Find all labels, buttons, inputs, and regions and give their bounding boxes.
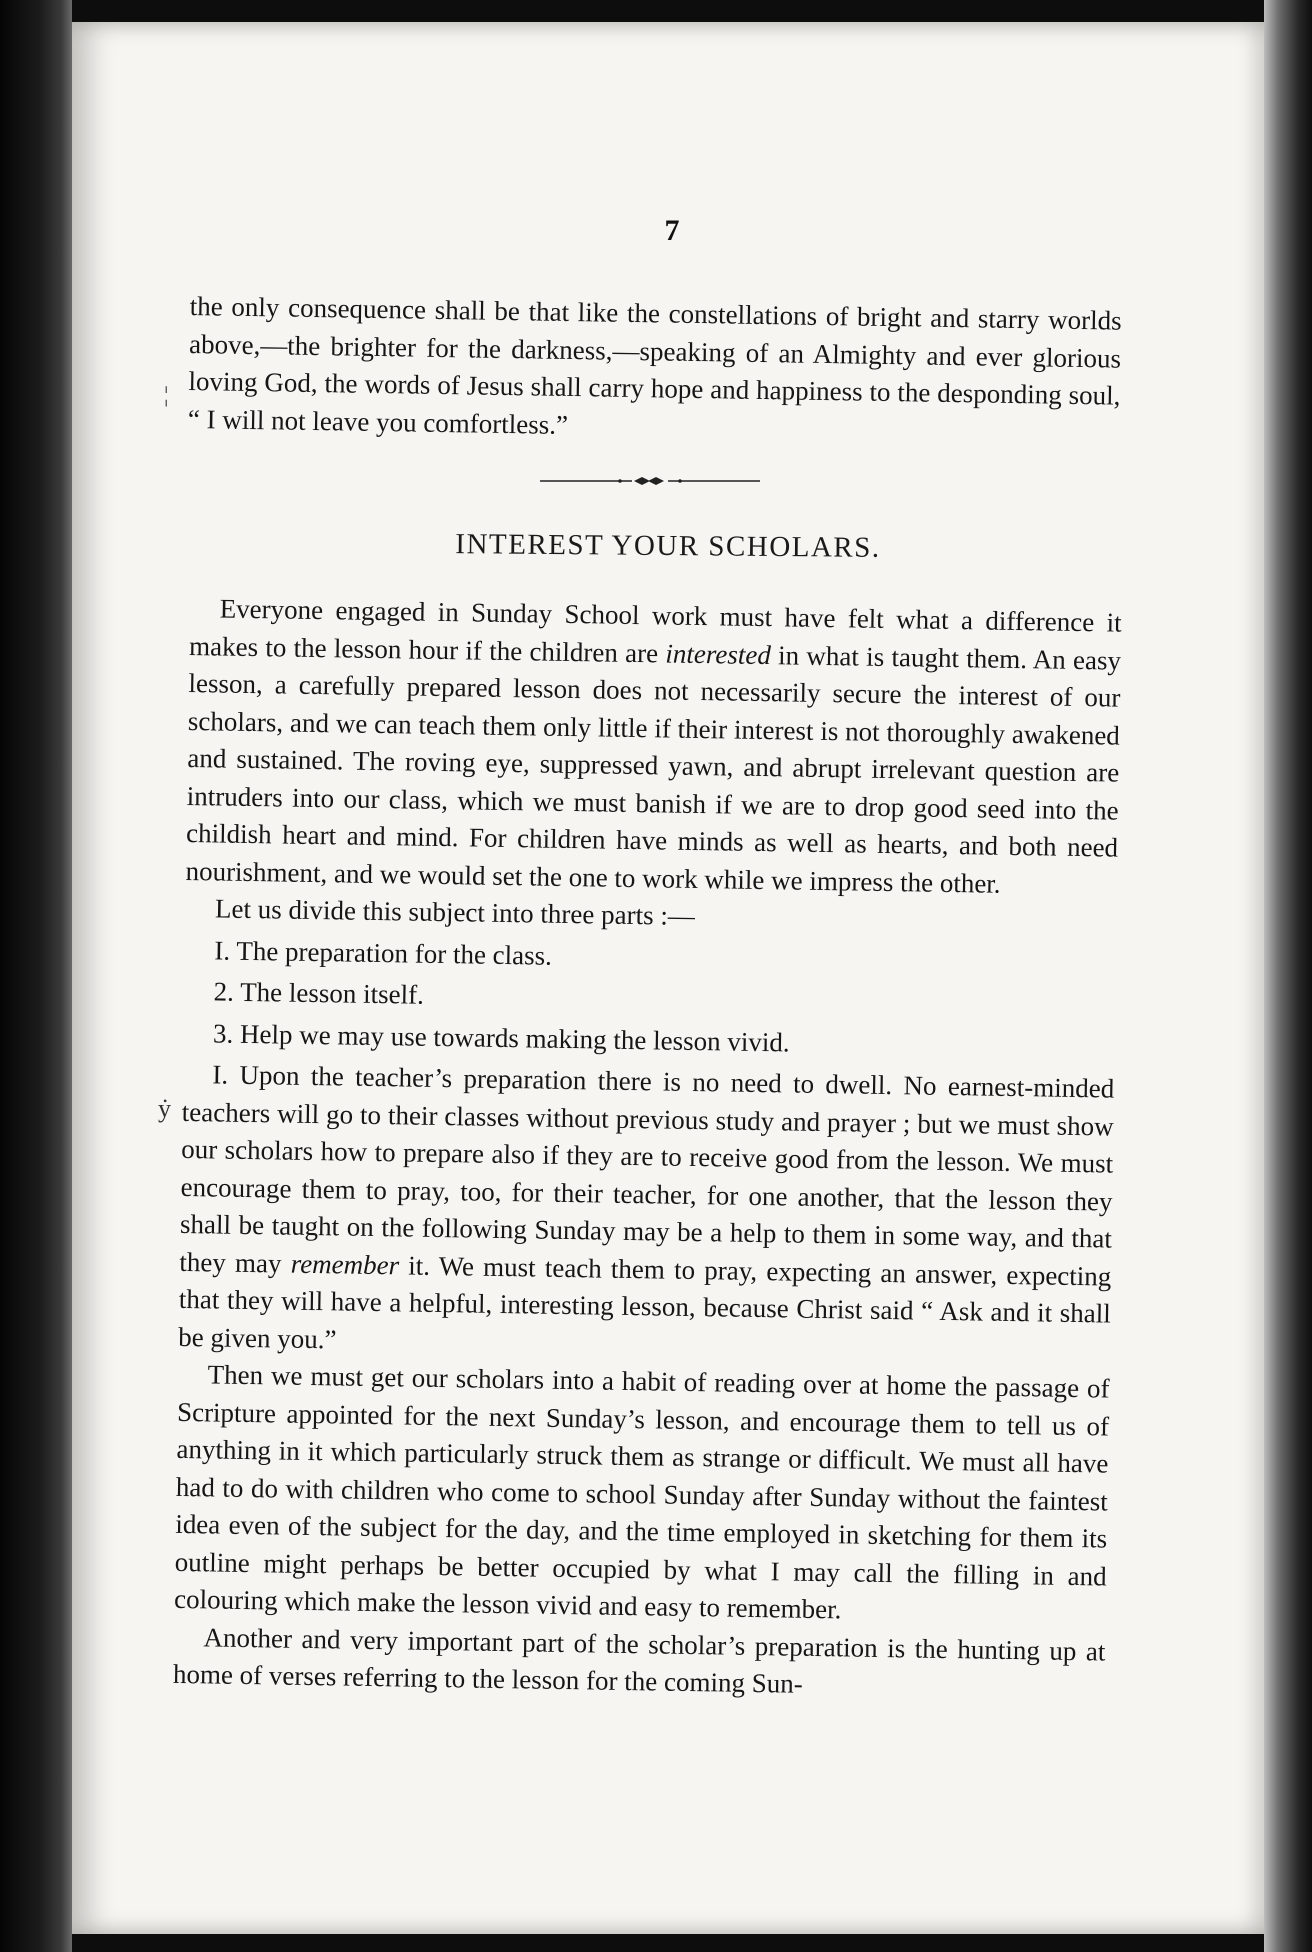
section-divider-ornament [540, 474, 760, 488]
emphasis-remember: remember [290, 1248, 400, 1280]
paragraph-preparation: I. Upon the teacher’s preparation there is no need to dwell. No earnest-minded teachers will go to their classes without previous study and prayer ; but we must show our scholars how to prepare also if they are to receive good from the lesson. We must encourage them to pray, too, for their teacher, for one another, that the lesson they shall be taught on the following Sunday may be a help to them in some way, and that they may remember it. We must teach them to pray, expecting an answer, expecting that they will have a helpful, interesting lesson, because Christ said “ Ask and it shall be given you.” [178, 1059, 1115, 1354]
paragraph-intro: Everyone engaged in Sunday School work must have felt what a difference it makes to the lesson hour if the children are interested in what is taught them. An easy lesson, a carefully prepared lesson does not necessarily secure the interest of our scholars, and we can teach them only little if their interest is not thoroughly awakened and sustained. The roving eye, suppressed yawn, and abrupt irrelevant question are intruders into our class, which we must banish if we are to drop good seed into the childish heart and mind. For children have minds as well as hearts, and both need nourishment, and we would set the one to work while we impress the other. [185, 593, 1122, 899]
book-page [72, 22, 1264, 1934]
list-item: I. The preparation for the class. [214, 934, 553, 971]
page-number: 7 [664, 214, 680, 247]
section-body [173, 590, 1122, 1708]
carryover-paragraph: the only consequence shall be that like the constellations of bright and starry worlds above,—the brighter for the darkness,—speaking of an Almighty and ever glorious loving God, the words of Jesus shall carry hope and happiness to the desponding soul, “ I will not leave you comfortless.” [187, 290, 1122, 440]
page-edge-shadow [1264, 0, 1312, 1952]
section-title: INTEREST YOUR SCHOLARS. [455, 528, 881, 564]
margin-mark: ¦ [164, 382, 169, 407]
list-item: 2. The lesson itself. [213, 976, 425, 1010]
paragraph-verses: Another and very important part of the scholar’s preparation is the hunting up at home of verses referring to the lesson for the coming Sun- [172, 1621, 1106, 1699]
emphasis-interested: interested [665, 637, 772, 670]
paragraph-reading: Then we must get our scholars into a habit of reading over at home the passage of Scripture appointed for the next Sunday’s lesson, and encourage them to tell us of anything in it which particularly struck them as strange or difficult. We must all have had to do with children who come to school Sunday after Sunday without the faintest idea even of the subject for the day, and the time employed in sketching for them its outline might perhaps be better occupied by what I may call the filling in and colouring which make the lesson vivid and easy to remember. [173, 1359, 1110, 1625]
paragraph-divide: Let us divide this subject into three parts :— [214, 893, 696, 931]
margin-mark: ẏ [158, 1094, 171, 1123]
list-item: 3. Help we may use towards making the lesson vivid. [212, 1017, 790, 1057]
book-binding-shadow [0, 0, 72, 1952]
